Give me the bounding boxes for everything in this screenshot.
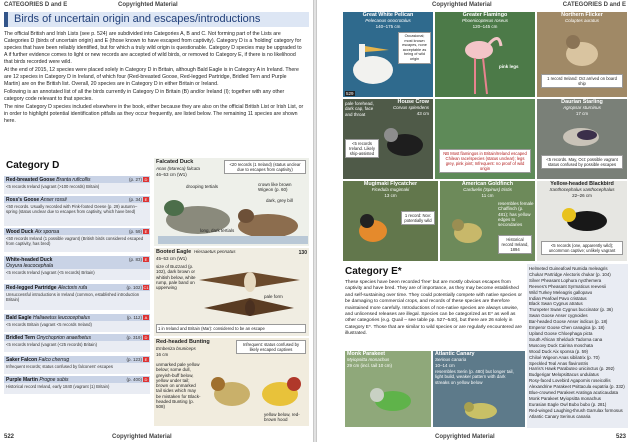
atlantic-canary-panel	[433, 351, 525, 427]
page-title-bar	[4, 12, 309, 27]
species-page: (p. 123)	[126, 356, 142, 362]
plate-title: Booted Eagle	[156, 249, 192, 255]
status-note: <5 records Ireland. Likely ship-assisted	[345, 139, 379, 158]
panel-sci-name: Carduelis (Spinus) tristis	[463, 187, 512, 192]
list-item: Swan Goose Anser cygnoides	[529, 313, 588, 319]
intro-paragraph: The nine Category D species included elsewhere in the book, either because they are also on the official British List or Irish List, or in order to highlight potential identification pitfalls as they occur frequently, are listed below. The remaining 11 species are shown here.	[4, 104, 304, 124]
panel-title: Daurian Starling	[561, 99, 603, 105]
species-header	[4, 256, 150, 269]
intro-paragraph: Following is an annotated list of all the birds currently in Category D in Britain (B) and/or Ireland (I); together with any other category code relevant to that species.	[4, 89, 285, 102]
panel-dimensions: 11 cm	[481, 193, 494, 198]
category-badge: D	[144, 335, 148, 340]
panel-title: Atlantic Canary	[435, 351, 475, 357]
species-entry	[4, 176, 150, 194]
plate-title: Falcated Duck	[156, 159, 194, 165]
panel-dimensions: 10–14 cm	[435, 363, 455, 368]
booted-eagle-plate	[154, 248, 309, 336]
species-sci: Alectoris rufa	[57, 284, 88, 291]
category-badge: E	[144, 357, 148, 362]
photo-number: 529	[346, 91, 354, 96]
list-item: Wild Turkey Meleagris gallopavo	[529, 289, 593, 295]
plate-dimensions: 46–53 cm (W1)	[156, 172, 187, 177]
list-item: Emperor Goose Chen canagica (p. 18)	[529, 325, 605, 331]
plate-title: Red-headed Bunting	[156, 339, 210, 345]
panel-title: Greater Flamingo	[462, 12, 508, 18]
page-number: 523	[615, 434, 626, 440]
species-status: Infrequent records; status confused by falconers' escapes	[6, 364, 113, 369]
list-item: Rosy-faced Lovebird Agapornis roseicollis	[529, 378, 611, 384]
species-header	[4, 376, 150, 383]
page-number: 522	[4, 434, 15, 440]
list-item: Chiloé Wigeon Anas sibilatrix (p. 70)	[529, 354, 600, 360]
category-badge: C1	[143, 285, 149, 290]
species-sci: Haliaeetus leucocephalus	[32, 314, 90, 321]
panel-title: Great White Pelican	[362, 12, 414, 18]
panel-title: Monk Parakeet	[347, 351, 386, 357]
panel-caption: resembles Serin (p. 480) but longer tail, light build, weaker pattern with dark streaks on yellow below	[435, 369, 514, 385]
copyright-label: Copyrighted Material	[435, 434, 495, 440]
status-note: 1 record Ireland: Oct arrived on board ship	[541, 74, 623, 88]
eagle-illustration-icon	[194, 260, 306, 320]
plate-caption: crown like brown Wigeon (p. 60)	[258, 182, 292, 193]
crow-photo-icon	[379, 121, 429, 161]
plate-dimensions: 45–53 cm (W1)	[156, 256, 187, 261]
pelican-photo-icon	[349, 34, 399, 90]
plate-caption: yellow below, red-brown hood	[264, 412, 300, 423]
list-item: Bar-headed Goose Anser indicus (p. 18)	[529, 319, 608, 325]
species-status: <50 records Ireland (1 possible vagrant) (British birds considered escaped from captivity, has bred)	[6, 236, 144, 246]
status-note: 1 in Ireland and Britain (Mar): considered to be an escape	[156, 324, 306, 333]
list-item: Budgerigar Melopsittacus undulatus	[529, 372, 599, 378]
species-name: Bald Eagle	[6, 314, 32, 321]
list-item: Helmeted Guineafowl Numida meleagris	[529, 266, 608, 271]
species-sci: Branta ruficollis	[56, 176, 91, 183]
plate-caption: dark, grey bill	[266, 198, 293, 203]
list-item: Eurasian Eagle Owl Bubo bubo (p. 281)	[529, 401, 607, 407]
panel-dimensions: 13 cm	[384, 193, 397, 198]
goldfinch-photo-icon	[444, 207, 494, 253]
falcated-duck-plate	[154, 158, 309, 246]
panel-sci-name: Phoenicopterus roseus	[461, 18, 509, 23]
species-status: <5 records Britain (vagrant <5 records Ireland)	[6, 322, 92, 327]
species-sci: Aix sponsa	[34, 228, 60, 235]
panel-sci-name: Pelecanus onocrotalus	[365, 18, 411, 23]
running-header: CATEGORIES D and E	[4, 2, 68, 8]
copyright-label: Copyrighted Material	[112, 434, 172, 440]
species-page: (p. 102)	[126, 284, 142, 290]
copyright-label: Copyrighted Material	[118, 2, 178, 8]
species-name: White-headed Duck	[6, 256, 53, 263]
species-entry	[4, 228, 150, 252]
photo-panel	[537, 12, 627, 97]
intro-paragraph: At the end of 2015, 12 species were placed solely in Category D in Britain, although Bald Eagle is in Category A in Ireland. There are 12 species in Category D in Ireland, of which four (Red-breasted Goose, Red-legged Partridge, Bridled Tern and Purple Martin) are on the British list. Overall, 20 species are in Category D in either Britain or Ireland.	[4, 67, 299, 87]
page-ref: 130	[298, 250, 307, 256]
panel-sci-name: Agropsar sturninus	[563, 105, 601, 110]
plate-caption: pale form	[264, 294, 283, 299]
panel-sci-name: Myiopsitta monachus	[347, 357, 390, 362]
list-item: Speckled Teal Anas flavirostris	[529, 360, 589, 366]
category-badge: D	[144, 377, 148, 382]
species-entry	[4, 284, 150, 310]
species-sci: Progne subis	[39, 376, 69, 383]
species-page: (p. 59)	[128, 228, 142, 234]
panel-title: House Crow	[397, 99, 429, 105]
species-list	[529, 266, 627, 420]
photo-panel	[537, 99, 627, 179]
plate-dimensions: 16 cm	[156, 352, 169, 357]
intro-text	[4, 31, 304, 126]
photo-panel	[343, 181, 438, 261]
panel-sci-name: Serinus canaria	[435, 357, 467, 362]
panel-title: Northern Flicker	[561, 12, 603, 18]
species-status: <5 records Ireland (vagrant (<25 records) Britain)	[6, 342, 98, 347]
photo-panel	[343, 12, 433, 97]
status-note: Occasional; most known escapes, none acceptable as being of wild origin	[398, 32, 431, 64]
category-badge: E	[144, 229, 148, 234]
flicker-photo-icon	[557, 28, 607, 74]
category-badge: E	[144, 257, 148, 262]
panel-dimensions: 29 cm (incl. tail 10 cm)	[347, 363, 393, 368]
canary-photo-icon	[457, 397, 507, 425]
category-e-text: These species have been recorded 'free' but are mostly obvious escapes from captivity and have bred. They are of importance, as they may become established and self-sustaining over time. They could potentially compete with native species or be damaging to commercial crops, and records of these species are therefore maintained more carefully. Introductions of non-native species are always unwise, and unlicensed releases are illegal. Species can be categorized as E* as well as other categories (e.g. Quail – see table pp. 527–540), but there are 26 solely in Category E*. Those that are similar to wild species or are regularly encountered are illustrated.	[345, 280, 522, 337]
panel-dimensions: 43 cm	[416, 111, 429, 116]
page-title: Birds of uncertain origin and escapes/introductions	[14, 13, 261, 25]
species-status: <50 records. Usually recorded with Pink-footed Geese (p. 29) autumn–spring (status unclear due to escapes from captivity, which have bred)	[6, 204, 138, 214]
species-page: (p. 83)	[128, 256, 142, 262]
list-item: Blue-crowned Parakeet Aratinga acuticaudata	[529, 390, 619, 396]
photo-panel	[440, 181, 535, 261]
status-note: Infrequent: status confused by likely escaped captives	[236, 340, 306, 354]
flycatcher-photo-icon	[349, 203, 399, 253]
plate-sci-name: Hieraaetus pennatus	[194, 249, 236, 254]
list-item: Black Swan Cygnus atratus	[529, 301, 583, 307]
photo-panel	[343, 99, 433, 179]
species-entry	[4, 256, 150, 280]
species-sci: Oxyura leucocephala	[6, 262, 53, 269]
species-name: Ross's Goose	[6, 196, 40, 203]
species-header	[4, 356, 150, 363]
left-page	[0, 0, 313, 442]
panel-sci-name: Corvus splendens	[392, 105, 429, 110]
list-item: Atlantic Canary Serinus canaria	[529, 413, 591, 419]
category-e-heading: Category E*	[345, 266, 402, 277]
running-header: CATEGORIES D and E	[562, 2, 626, 8]
species-sci: Onychoprion anaethetus	[36, 334, 91, 341]
blackbird-photo-icon	[557, 201, 613, 237]
list-item: Wood Duck Aix sponsa (p. 59)	[529, 348, 588, 354]
species-status: <5 records Ireland (vagrant (>100 records) Britain)	[6, 184, 100, 189]
monk-parakeet-panel	[345, 351, 431, 427]
category-d-heading: Category D	[6, 160, 60, 171]
list-item: South African Shelduck Tadorna cana	[529, 336, 603, 342]
species-page: (p. 27)	[128, 176, 142, 182]
panel-dimensions: 140–175 cm	[375, 24, 401, 29]
panel-caption: resembles female Chaffinch (p. 481); has yellow edges to secondaries	[498, 201, 534, 228]
panel-dimensions: 120–145 cm	[472, 24, 498, 29]
panel-dimensions: 22–26 cm	[572, 193, 592, 198]
photo-panel	[537, 181, 627, 261]
panel-caption: pale forehead, dark cap, face and throat	[345, 101, 374, 117]
status-note: <5 records. May, Oct: possible vagrant status confused by possible escapes	[541, 155, 623, 169]
species-entry	[4, 196, 150, 226]
plate-sci-name: Anas (Mareca) falcata	[156, 166, 201, 171]
category-badge: E	[144, 197, 148, 202]
list-item: Red-winged Laughing-thrush Garrulax formosus	[529, 407, 623, 413]
species-page: (p. 319)	[126, 334, 142, 340]
list-item: Chukar Partridge Alectoris chukar (p. 104)	[529, 271, 611, 277]
species-sci: Falco cherrug	[38, 356, 70, 363]
copyright-label: Copyrighted Material	[432, 2, 492, 8]
flamingo-id-note: NB Most flamingos in Britain/Ireland escaped Chilean race/species (status unclear); legs grey, pink joint; Infrequent: no proof of wild origin	[439, 149, 531, 173]
panel-title: Mugimaki Flycatcher	[363, 181, 418, 187]
species-header	[4, 284, 150, 291]
photo-panel	[435, 12, 535, 97]
plate-caption: long, dark tertials	[200, 228, 235, 233]
species-status: Historical record Ireland, early 1840 (vagrant (1) Britain)	[6, 384, 110, 389]
category-e-species-list	[527, 264, 628, 428]
intro-paragraph: The official British and Irish Lists (see p. 524) are subdivided into Categories A, B and C. Not forming part of the Lists are Categories D (birds of uncertain origin) and E (those known to have escaped from captivity). Category D is a 'holding' category for species that have been reliably identified, but for which a truly wild origin is questionable. Category D species may be upgraded to A if further evidence comes to light or new records are accepted of wild birds, or removed to Category E, if there is no likelihood that birds recorded were wild.	[4, 31, 302, 65]
category-badge: A	[144, 315, 148, 320]
panel-sci-name: Xanthocephalus xanthocephalus	[549, 187, 615, 192]
starling-photo-icon	[557, 121, 607, 151]
status-note: <5 records (one, apparently wild); uncommon captive; unlikely vagrant	[541, 241, 623, 255]
panel-caption: pink legs	[499, 64, 519, 69]
species-entry	[4, 376, 150, 394]
list-item: Monk Parakeet Myiopsitta monachus	[529, 395, 601, 401]
species-header	[4, 196, 150, 203]
species-entry	[4, 314, 150, 332]
species-name: Red-breasted Goose	[6, 176, 55, 183]
species-entry	[4, 334, 150, 352]
plate-caption: unmarked pale yellow below; some dull, greyish-buff below, yellow under tail; brown on unmarked tail sides which may be mistaken for Black-headed Bunting (p. 508)	[156, 362, 201, 410]
species-name: Wood Duck	[6, 228, 34, 235]
species-header	[4, 228, 150, 235]
panel-sci-name: Ficedula mugimaki	[371, 187, 410, 192]
plate-caption: size of Buzzard (p. 102), dark brown or whitish below, white rump, pale band on upperwing	[156, 264, 196, 291]
panel-title: Yellow-headed Blackbird	[550, 181, 614, 187]
species-page: (p. 400)	[126, 376, 142, 382]
list-item: Harris's Hawk Parabuteo unicinctus (p. 292)	[529, 366, 615, 372]
species-header	[4, 176, 150, 183]
species-page: (p. 112)	[126, 314, 142, 320]
right-page	[317, 0, 630, 442]
species-page: (p. 34)	[128, 196, 142, 202]
species-name: Bridled Tern	[6, 334, 36, 341]
panel-title: American Goldfinch	[461, 181, 514, 187]
plate-sci-name: Emberiza bruniceps	[156, 346, 196, 351]
panel-dimensions: 17 cm	[575, 111, 589, 116]
list-item: Silver Pheasant Lophura nycthemera	[529, 277, 602, 283]
list-item: Upland Goose Chloephaga picta	[529, 330, 593, 336]
species-header	[4, 334, 150, 341]
plate-caption: drooping tertials	[186, 184, 219, 189]
list-item: Alexandrine Parakeet Psittacula eupatria (p. 332)	[529, 384, 625, 390]
species-name: Red-legged Partridge	[6, 284, 57, 291]
photo-panel	[435, 99, 535, 179]
red-headed-bunting-plate	[154, 338, 309, 426]
species-sci: Anser rossii	[40, 196, 67, 203]
status-note: Historical record Ireland, 1894	[498, 235, 532, 254]
species-name: Saker Falcon	[6, 356, 38, 363]
species-header	[4, 314, 150, 321]
species-status: Unsuccessful introductions in Ireland (common, established introduction Britain)	[6, 292, 140, 302]
status-note: <20 records (1 Ireland) (status unclear due to escapes from captivity)	[224, 160, 306, 174]
list-item: Indian Peafowl Pavo cristatus	[529, 295, 587, 301]
list-item: Muscovy Duck Cairina moschata	[529, 342, 593, 348]
species-name: Purple Martin	[6, 376, 38, 383]
species-entry	[4, 356, 150, 374]
category-badge: D	[144, 177, 148, 182]
list-item: Trumpeter Swan Cygnus buccinator (p. 36)	[529, 307, 613, 313]
panel-sci-name: Colaptes auratus	[564, 18, 600, 23]
status-note: 1 record: Nov: potentially wild	[401, 211, 435, 225]
species-status: <5 records Ireland (vagrant (<5 records) Britain)	[6, 270, 95, 275]
parakeet-photo-icon	[365, 377, 421, 423]
list-item: Reeves's Pheasant Syrmaticus reevesii	[529, 283, 606, 289]
